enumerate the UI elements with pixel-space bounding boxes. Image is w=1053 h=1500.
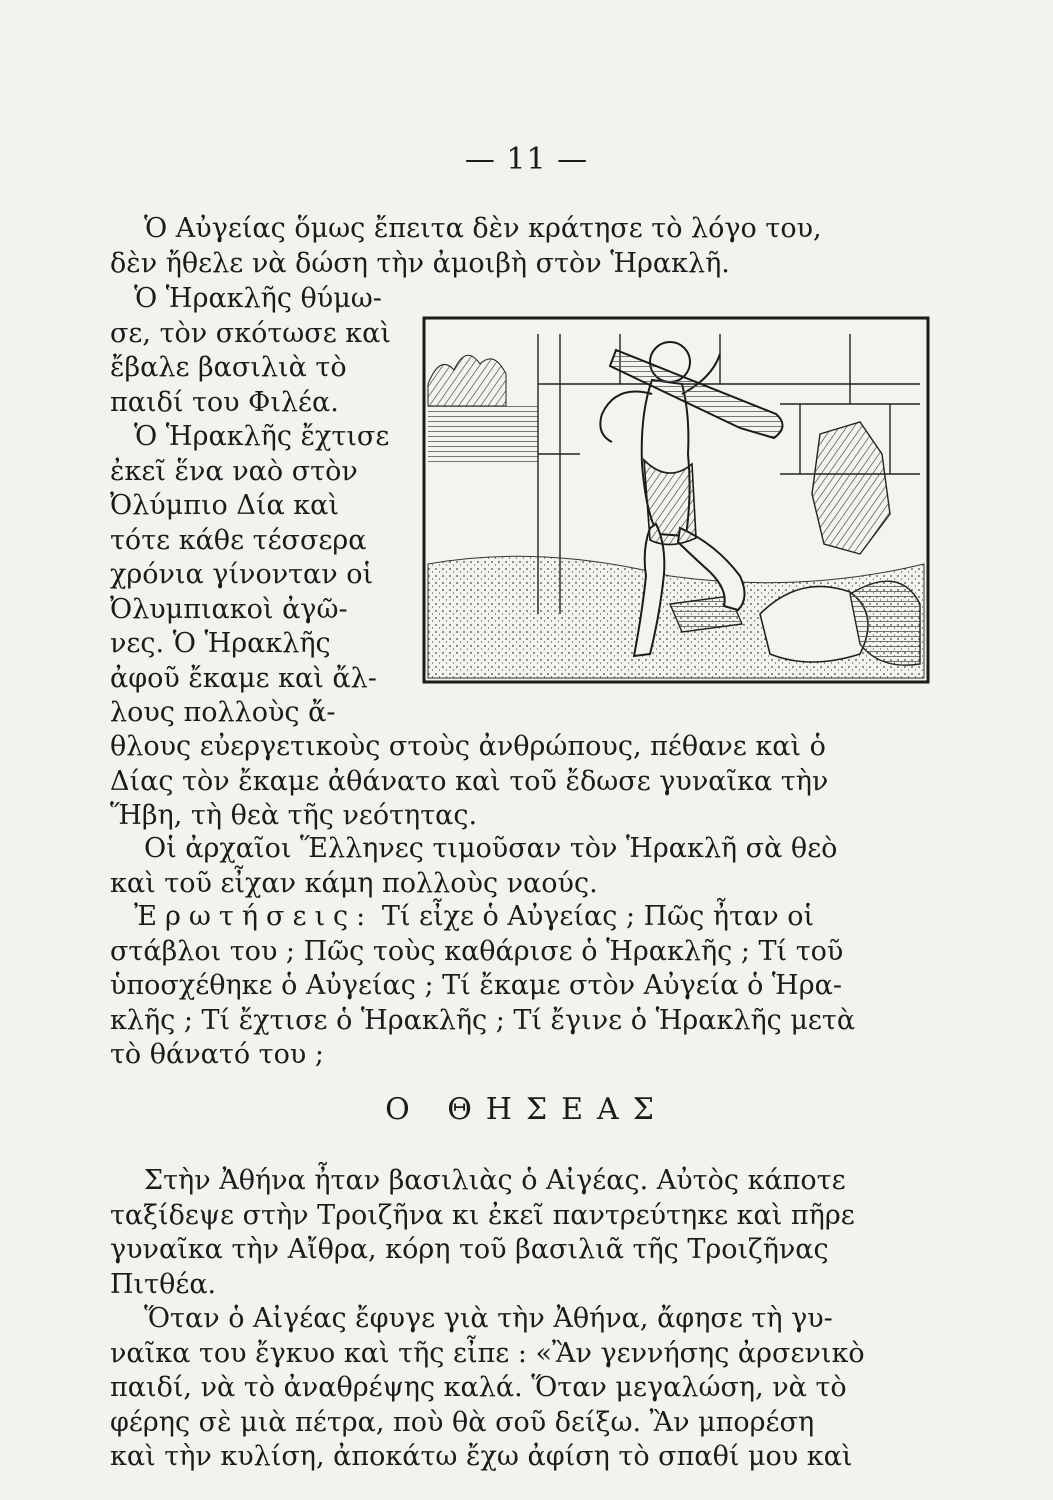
text-line: ἀφοῦ ἔκαμε καὶ ἄλ-: [110, 662, 377, 694]
paragraph-aegeus: [110, 1164, 950, 1302]
text-line: τὸ θάνατό του ;: [110, 1039, 324, 1070]
water-shape: [428, 406, 538, 466]
questions-label: Ἐρωτήσεις:: [134, 901, 374, 932]
text-line: Ἥβη, τὴ θεὰ τῆς νεότητας.: [110, 800, 478, 831]
text-line: τότε κάθε τέσσερα: [110, 524, 367, 556]
text-line: νες. Ὁ Ἡρακλῆς: [110, 628, 331, 659]
text-line: Τί εἶχε ὁ Αὐγείας ; Πῶς ἦταν οἱ: [381, 901, 815, 932]
text-line: στάβλοι του ; Πῶς τοὺς καθάρισε ὁ Ἡρακλῆς ; Τί τοῦ: [110, 935, 844, 967]
text-line: γυναῖκα τὴν Αἴθρα, κόρη τοῦ βασιλιᾶ τῆς Τροιζῆνας: [110, 1234, 829, 1265]
text-line: σε, τὸν σκότωσε καὶ: [110, 317, 391, 349]
section-title: Ο ΘΗΣΕΑΣ: [385, 1092, 668, 1127]
lion-skin-shape: [644, 460, 696, 545]
text-line: θλους εὐεργετικοὺς στοὺς ἀνθρώπους, πέθανε καὶ ὁ: [110, 731, 826, 762]
text-line: Δίας τὸν ἔκαμε ἀθάνατο καὶ τοῦ ἔδωσε γυναῖκα τὴν: [110, 765, 829, 797]
text-line: Ὁ Ἡρακλῆς θύμω-: [134, 283, 382, 314]
text-line: δὲν ἤθελε νὰ δώση τὴν ἀμοιβὴ στὸν Ἡρακλῆ.: [110, 247, 730, 279]
questions-block: [110, 900, 950, 1073]
text-line: Οἱ ἀρχαῖοι Ἕλληνες τιμοῦσαν τὸν Ἡρακλῆ σὰ θεὸ: [144, 833, 838, 864]
engraving-illustration: [420, 314, 932, 686]
text-line: παιδί, νὰ τὸ ἀναθρέψης καλά. Ὅταν μεγαλώση, νὰ τὸ: [110, 1372, 847, 1403]
paragraph-aegeus-departure: [110, 1302, 950, 1475]
illustration-heracles-with-club: [420, 314, 932, 686]
paragraph-heracles-anger: [110, 282, 410, 420]
text-line: Πιτθέα.: [110, 1268, 217, 1300]
paragraph-augeias-refusal: [110, 212, 950, 281]
text-line: παιδί του Φιλέα.: [110, 386, 339, 418]
text-line: φέρης σὲ μιὰ πέτρα, ποὺ θὰ σοῦ δείξω. Ἂν μπορέση: [110, 1406, 815, 1438]
text-line: Ὀλυμπιακοὶ ἀγῶ-: [110, 593, 348, 625]
text-line: ἐκεῖ ἕνα ναὸ στὸν: [110, 455, 358, 487]
text-line: Ὁ Αὐγείας ὅμως ἔπειτα δὲν κράτησε τὸ λόγο του,: [144, 213, 822, 244]
text-line: Στὴν Ἀθήνα ἦταν βασιλιὰς ὁ Αἰγέας. Αὐτὸς κάποτε: [144, 1165, 846, 1196]
text-line: ναῖκα του ἔγκυο καὶ τῆς εἶπε : «Ἂν γεννήσης ἀρσενικὸ: [110, 1337, 865, 1369]
text-line: καὶ τὴν κυλίση, ἀποκάτω ἔχω ἀφίση τὸ σπαθί μου καὶ: [110, 1441, 853, 1472]
page-number: — 11 —: [464, 142, 589, 177]
text-line: χρόνια γίνονταν οἱ: [110, 559, 374, 590]
text-line: ταξίδεψε στὴν Τροιζῆνα κι ἐκεῖ παντρεύτηκε καὶ πῆρε: [110, 1199, 855, 1231]
text-line: Ὅταν ὁ Αἰγέας ἔφυγε γιὰ τὴν Ἀθήνα, ἄφησε τὴ γυ-: [144, 1303, 833, 1334]
text-line: Ὀλύμπιο Δία καὶ: [110, 490, 339, 521]
text-line: καὶ τοῦ εἶχαν κάμη πολλοὺς ναούς.: [110, 867, 598, 899]
paragraph-olympic-temple: [110, 420, 410, 731]
text-line: ἔβαλε βασιλιὰ τὸ: [110, 352, 347, 383]
paragraph-ancient-greeks: [110, 832, 950, 901]
text-line: ὑποσχέθηκε ὁ Αὐγείας ; Τί ἔκαμε στὸν Αὐγεία ὁ Ἡρα-: [110, 970, 842, 1001]
paragraph-olympic-temple-continued: [110, 730, 950, 834]
text-line: Ὁ Ἡρακλῆς ἔχτισε: [134, 421, 390, 452]
text-line: λους πολλοὺς ἄ-: [110, 697, 336, 728]
text-line: κλῆς ; Τί ἔχτισε ὁ Ἡρακλῆς ; Τί ἔγινε ὁ Ἡρακλῆς μετὰ: [110, 1004, 856, 1036]
